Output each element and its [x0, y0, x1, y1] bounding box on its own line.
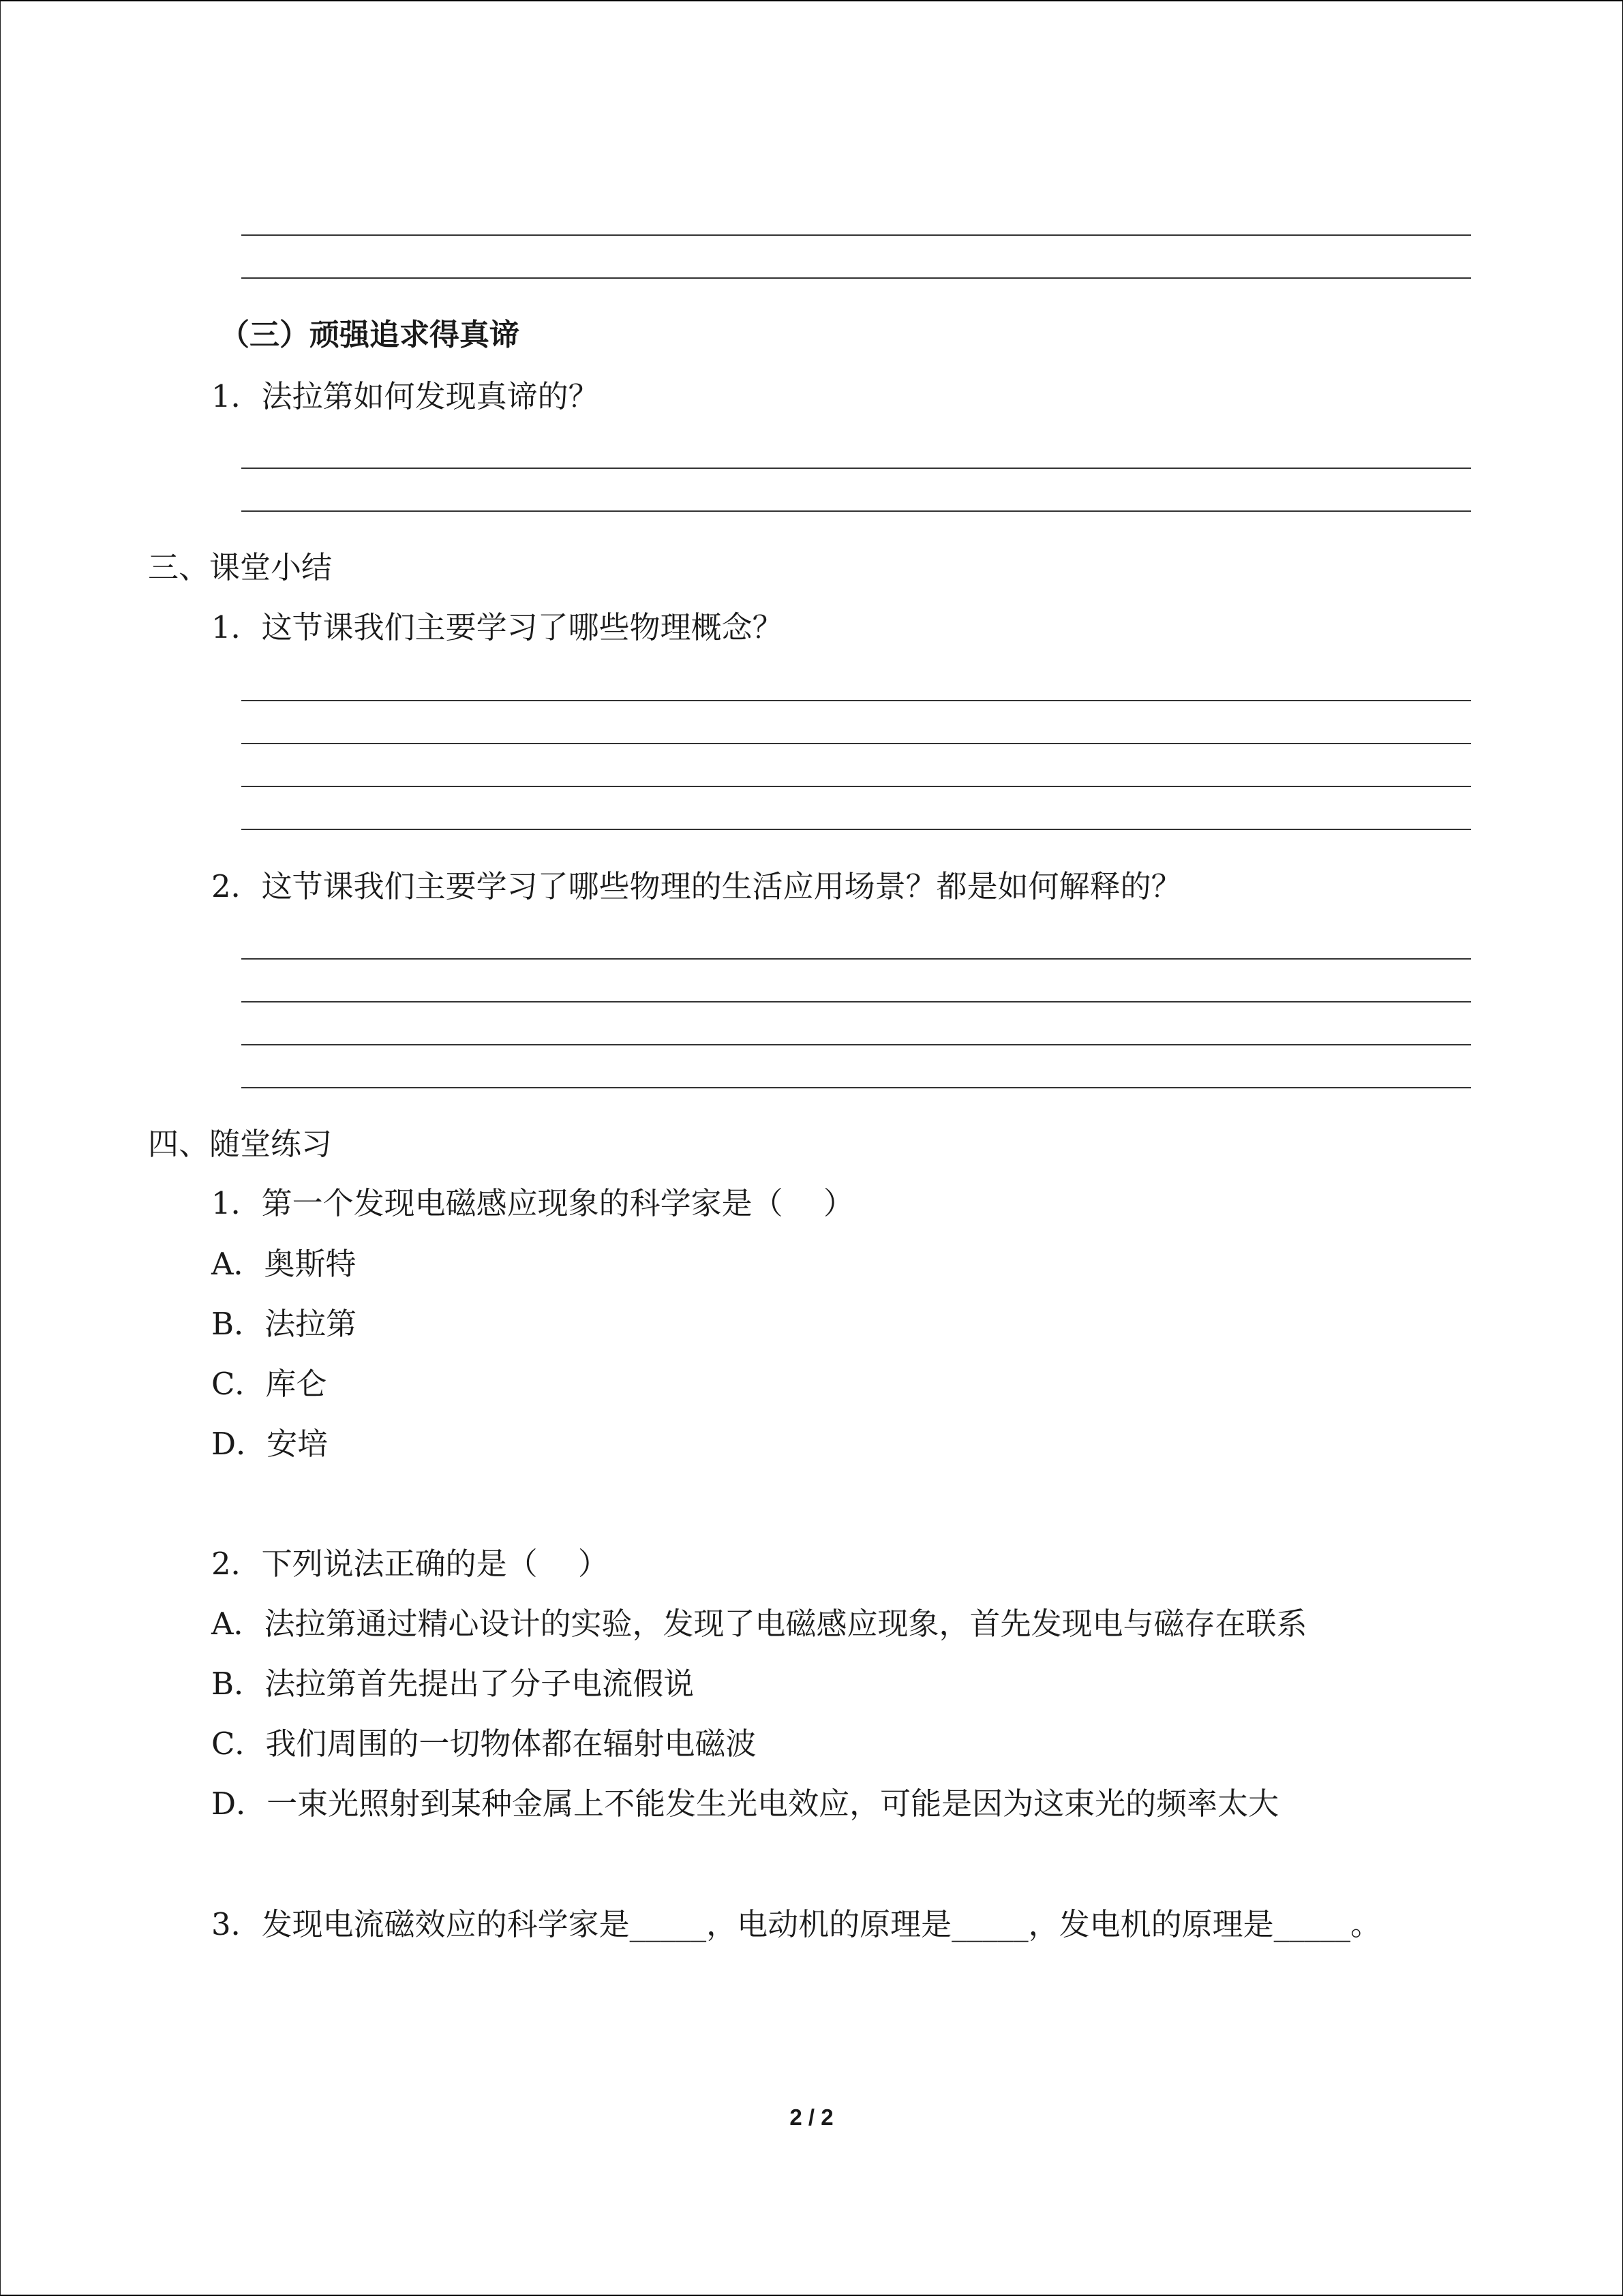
answer-option: A．法拉第通过精心设计的实验，发现了电磁感应现象，首先发现电与磁存在联系	[211, 1606, 1307, 1642]
answer-line	[241, 277, 1471, 279]
section-heading: 四、随堂练习	[148, 1126, 333, 1162]
answer-option: D．一束光照射到某种金属上不能发生光电效应，可能是因为这束光的频率太大	[211, 1786, 1279, 1822]
answer-line	[241, 786, 1471, 787]
answer-option: B．法拉第首先提出了分子电流假说	[211, 1666, 695, 1702]
section-heading: 三、课堂小结	[148, 549, 333, 585]
answer-line	[241, 468, 1471, 469]
question-text: 2．下列说法正确的是（ ）	[211, 1546, 609, 1582]
question-text: 1．第一个发现电磁感应现象的科学家是（ ）	[211, 1185, 854, 1221]
question-text: 3．发现电流磁效应的科学家是_____，电动机的原理是_____，发电机的原理是_____。	[211, 1906, 1382, 1942]
page-number: 2 / 2	[789, 2104, 834, 2130]
answer-line	[241, 958, 1471, 960]
answer-line	[241, 510, 1471, 512]
answer-option: C．库仑	[211, 1366, 327, 1402]
answer-option: C．我们周围的一切物体都在辐射电磁波	[211, 1726, 757, 1762]
answer-line	[241, 1044, 1471, 1045]
answer-option: A．奥斯特	[211, 1246, 357, 1282]
question-text: 2．这节课我们主要学习了哪些物理的生活应用场景？都是如何解释的？	[211, 868, 1182, 904]
answer-line	[241, 1001, 1471, 1002]
answer-line	[241, 234, 1471, 236]
section-heading: （三）顽强追求得真谛	[219, 318, 519, 352]
question-text: 1．法拉第如何发现真谛的？	[211, 378, 599, 414]
answer-line	[241, 743, 1471, 744]
answer-line	[241, 829, 1471, 830]
question-text: 1．这节课我们主要学习了哪些物理概念？	[211, 609, 783, 645]
answer-line	[241, 1087, 1471, 1088]
answer-option: B．法拉第	[211, 1306, 357, 1342]
answer-line	[241, 700, 1471, 701]
answer-option: D．安培	[211, 1426, 329, 1462]
